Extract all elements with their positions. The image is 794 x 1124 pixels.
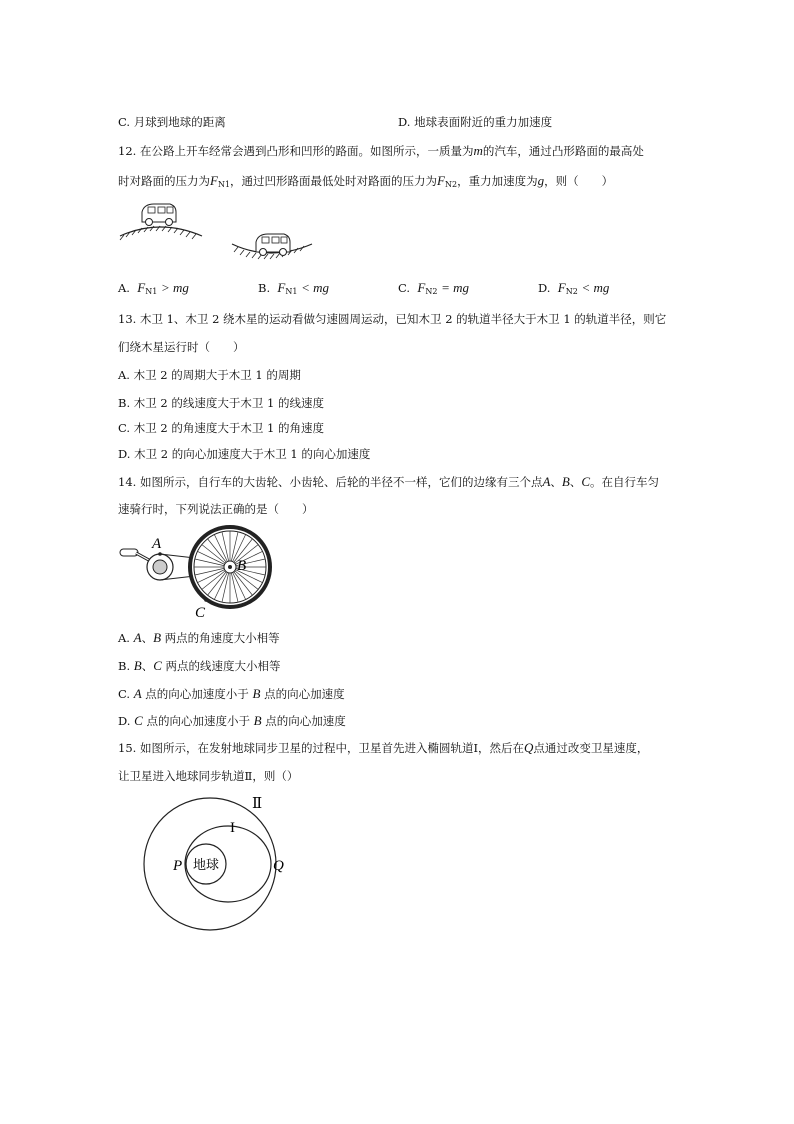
q14-stem-line1: 14. 如图所示，自行车的大齿轮、小齿轮、后轮的半径不一样，它们的边缘有三个点A、B、C。在自行车匀 [118,474,660,489]
point-p-label: P [173,858,183,874]
q15-orbit-figure [142,792,292,936]
q13-stem-line1: 13. 木卫 1、木卫 2 绕木星的运动看做匀速圆周运动，已知木卫 2 的轨道半径大于木卫 1 的轨道半径，则它 [118,312,667,326]
q12-road-figure [116,196,316,268]
q12-option-b: B. $F_{N1}$ < mg [258,280,330,296]
car-on-convex-road-icon [142,204,176,226]
q12-option-a: A. $F_{N1}$ > mg [118,280,189,296]
q12-option-c: C. $F_{N2}$ = mg [398,280,469,296]
q14-option-a: A. A、B 两点的角速度大小相等 [118,630,280,645]
q15-stem-line1: 15. 如图所示，在发射地球同步卫星的过程中，卫星首先进入椭圆轨道Ⅰ，然后在Q点通过改变卫星速度， [118,740,649,755]
car-on-concave-road-icon [256,234,290,256]
q13-option-c: C. 木卫 2 的角速度大于木卫 1 的角速度 [118,421,324,435]
q13-option-b: B. 木卫 2 的线速度大于木卫 1 的线速度 [118,396,325,410]
q12-stem-line2: 时对路面的压力为$F_{N1}$，通过凹形路面最低处时对路面的压力为$F_{N2}$，重力加速度为g，则（ ） [118,173,614,189]
q12-stem-line1: 12. 在公路上开车经常会遇到凸形和凹形的路面。如图所示，一质量为m的汽车，通过凸形路面的最高处 [118,143,644,158]
q14-option-b: B. B、C 两点的线速度大小相等 [118,658,281,673]
q13-option-a: A. 木卫 2 的周期大于木卫 1 的周期 [118,368,301,382]
q11-option-c: C. 月球到地球的距离 [118,115,226,129]
orbit-1-label: I [230,820,235,836]
q14-stem-line2: 速骑行时，下列说法正确的是（ ） [118,502,314,516]
point-q-label: Q [273,858,284,874]
q12-option-d: D. $F_{N2}$ < mg [538,280,610,296]
q14-option-d: D. C 点的向心加速度小于 B 点的向心加速度 [118,713,346,728]
q13-stem-line2: 们绕木星运行时（ ） [118,340,245,354]
q14-option-c: C. A 点的向心加速度小于 B 点的向心加速度 [118,686,345,701]
earth-label: 地球 [192,857,220,872]
orbit-2-label: Ⅱ [252,796,263,812]
q13-option-d: D. 木卫 2 的向心加速度大于木卫 1 的向心加速度 [118,447,371,461]
q15-stem-line2: 让卫星进入地球同步轨道Ⅱ，则（） [118,769,299,783]
point-a-label: A [152,536,162,552]
point-c-label: C [195,605,206,621]
q14-bicycle-figure [118,522,278,622]
point-b-label: B [237,558,247,574]
q11-option-d: D. 地球表面附近的重力加速度 [398,115,553,129]
